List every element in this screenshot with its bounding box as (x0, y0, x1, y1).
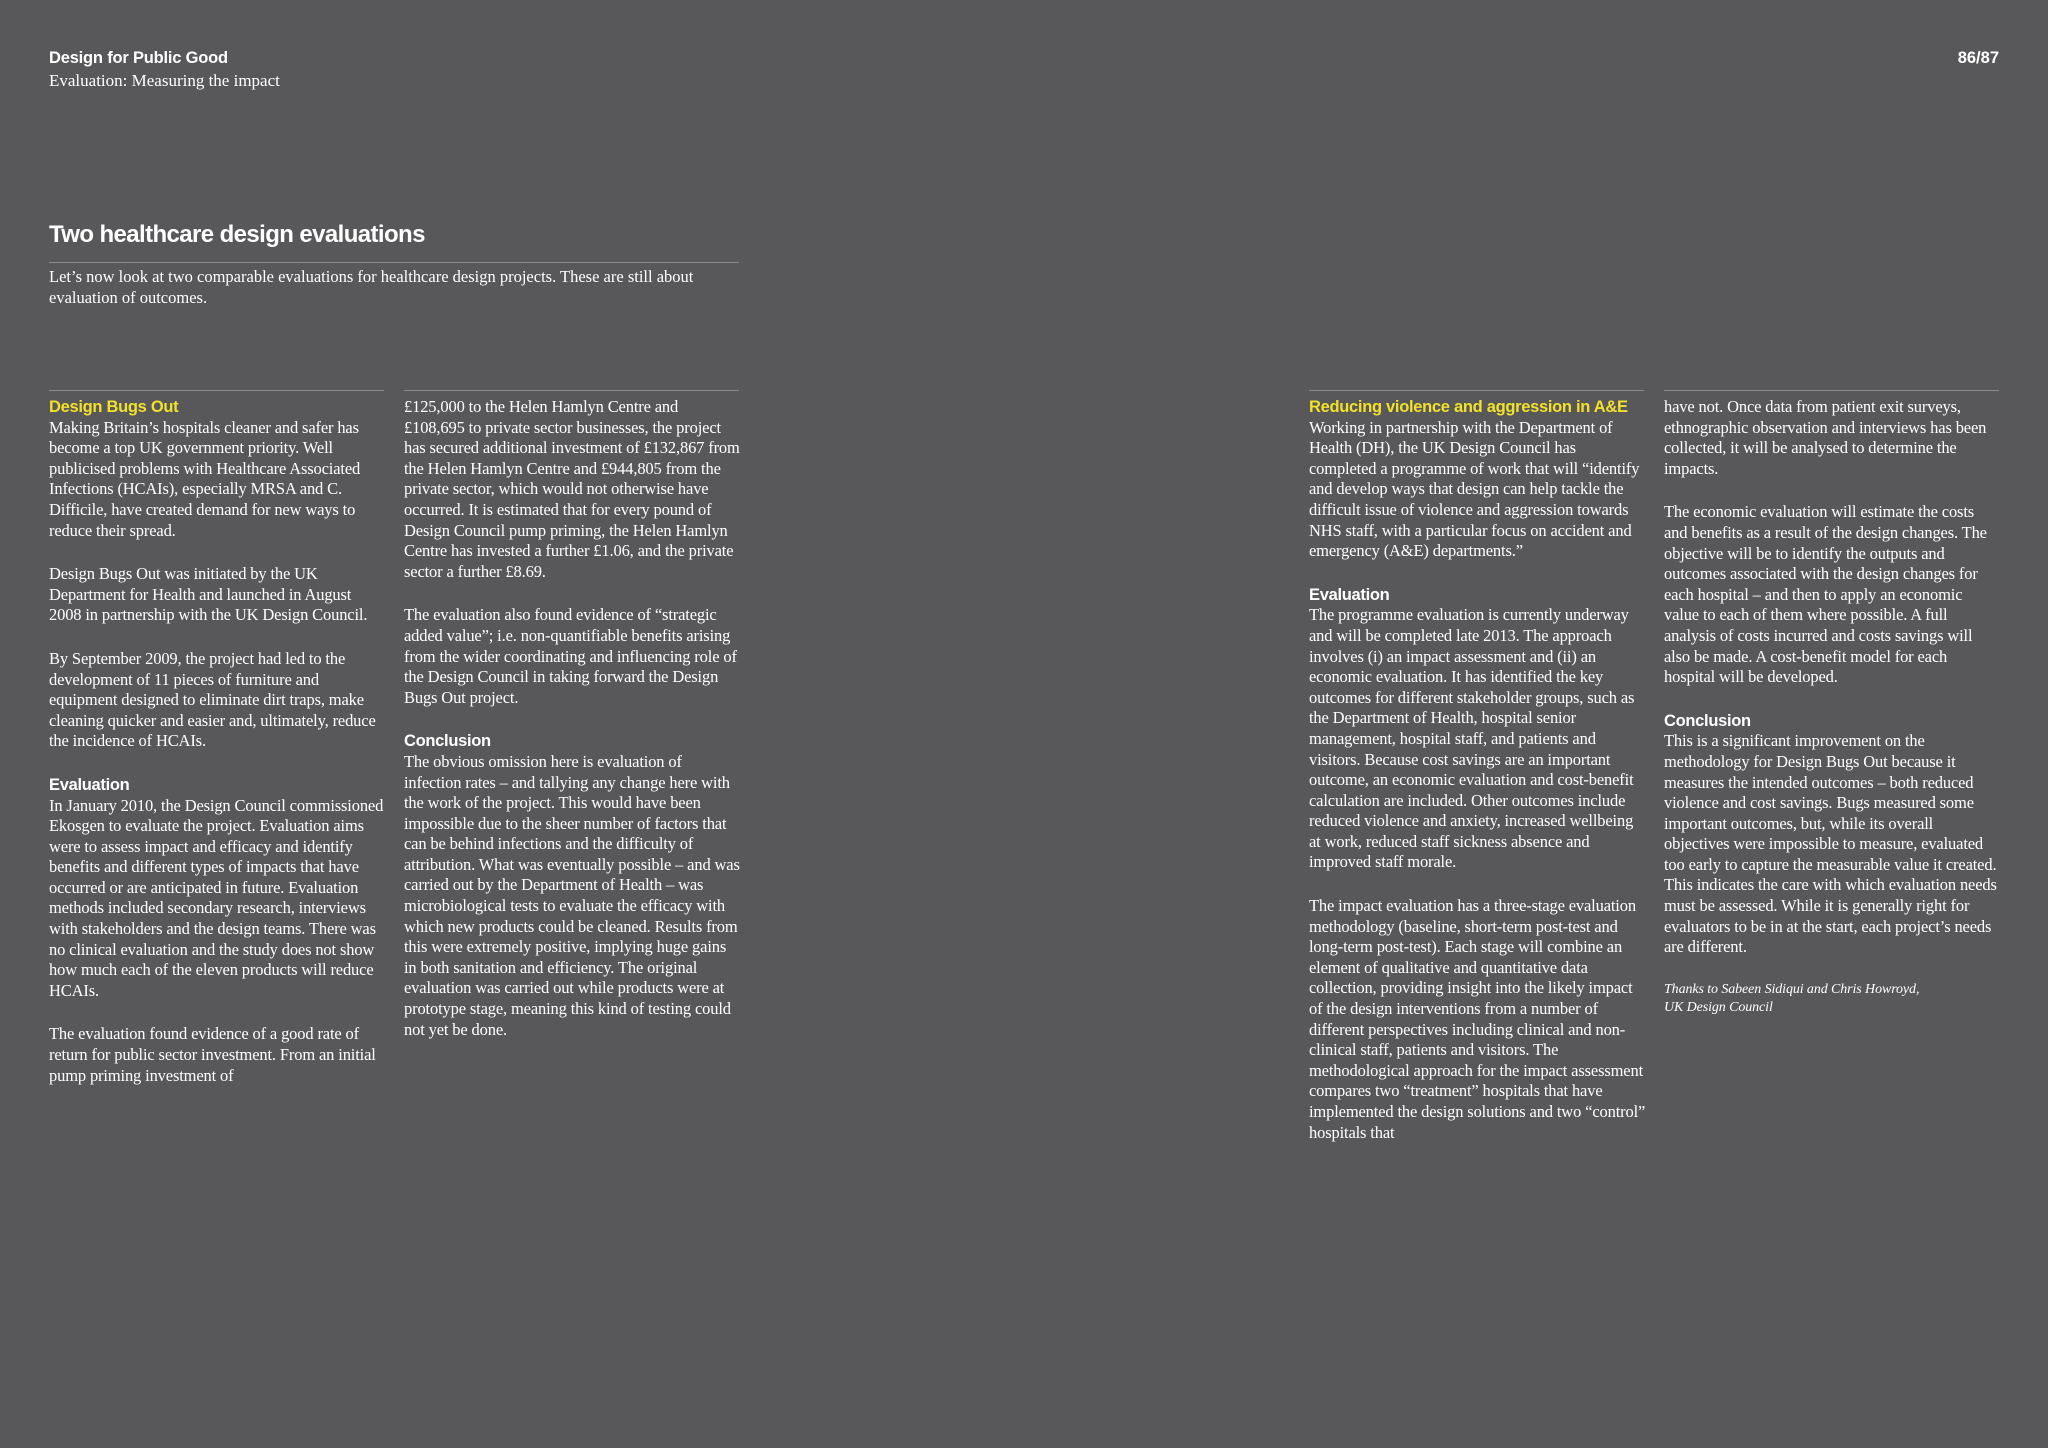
acknowledgement-line-2: UK Design Council (1664, 1000, 1773, 1016)
violence-aande-paragraph-1: Working in partnership with the Department of Health (DH), the UK Design Council has completed a programme of work that will “identify and develop ways that design can help tackle the difficult issue of violence and aggression towards NHS staff, with a particular focus on accident and emergency (A&E) departments.” (1309, 417, 1640, 561)
column-design-bugs-out-2 (404, 397, 741, 1063)
design-bugs-out-evaluation-heading: Evaluation (49, 775, 130, 794)
violence-aande-conclusion-heading: Conclusion (1664, 711, 1751, 730)
violence-aande-paragraph-5: The economic evaluation will estimate the costs and benefits as a result of the design changes. The objective will be to identify the outputs and outcomes associated with the design changes for each hospital – and then to apply an economic value to each of them where possible. A full analysis of costs incurred and costs savings will also be made. A cost-benefit model for each hospital will be developed. (1664, 502, 1987, 687)
column-violence-aande-2 (1664, 397, 2001, 1041)
section-intro: Let’s now look at two comparable evaluations for healthcare design projects. These are still about evaluation of outcomes. (49, 267, 694, 307)
violence-aande-paragraph-4: have not. Once data from patient exit surveys, ethnographic observation and interviews has been collected, it will be analysed to determine the impacts. (1664, 397, 1987, 478)
design-bugs-out-paragraph-3: By September 2009, the project had led to the development of 11 pieces of furniture and equipment designed to eliminate dirt traps, make cleaning quicker and easier and, ultimately, reduce the incidence of HCAIs. (49, 648, 376, 751)
column-divider-1 (49, 390, 384, 391)
column-violence-aande-1 (1309, 397, 1646, 1166)
violence-aande-paragraph-3: The impact evaluation has a three-stage evaluation methodology (baseline, short-term post-test and long-term post-test). Each stage will combine an element of qualitative and quantitative data collection, providing insight into the likely impact of the design interventions from a number of different perspectives including clinical and non-clinical staff, patients and visitors. The methodological approach for the impact assessment compares two “treatment” hospitals that have implemented the design solutions and two “control” hospitals that (1309, 896, 1646, 1142)
column-divider-4 (1664, 390, 1999, 391)
design-bugs-out-heading: Design Bugs Out (49, 398, 179, 416)
design-bugs-out-paragraph-1: Making Britain’s hospitals cleaner and safer has become a top UK government priority. Well publicised problems with Healthcare Associated Infections (HCAIs), especially MRSA and C. Difficile, have created demand for new ways to reduce their spread. (49, 417, 361, 540)
design-bugs-out-paragraph-4: In January 2010, the Design Council commissioned Ekosgen to evaluate the project. Evaluation aims were to assess impact and efficacy and identify benefits and different types of impacts that have occurred or are anticipated in future. Evaluation methods included secondary research, interviews with stakeholders and the design teams. There was no clinical evaluation and the study does not show how much each of the eleven products will reduce HCAIs. (49, 795, 384, 1000)
page-number: 86/87 (1957, 49, 1999, 67)
column-divider-2 (404, 390, 739, 391)
design-bugs-out-paragraph-5: The evaluation found evidence of a good rate of return for public sector investment. From an initial pump priming investment of (49, 1024, 376, 1085)
violence-aande-evaluation-heading: Evaluation (1309, 585, 1390, 604)
design-bugs-out-paragraph-8: The obvious omission here is evaluation of infection rates – and tallying any change here with the work of the project. This would have been impossible due to the sheer number of factors that can be behind infections and the difficulty of attribution. What was eventually possible – and was carried out by the Department of Health – was microbiological tests to evaluate the efficacy with which new products could be cleaned. Results from this were extremely positive, implying huge gains in both sanitation and efficiency. The original evaluation was carried out while products were at prototype stage, meaning this kind of testing could not yet be done. (404, 751, 740, 1039)
section-title: Two healthcare design evaluations (49, 221, 425, 248)
acknowledgement-line-1: Thanks to Sabeen Sidiqui and Chris Howroyd, (1664, 981, 1920, 997)
design-bugs-out-paragraph-2: Design Bugs Out was initiated by the UK Department for Health and launched in August 2008 in partnership with the UK Design Council. (49, 564, 368, 625)
design-bugs-out-paragraph-6: £125,000 to the Helen Hamlyn Centre and £108,695 to private sector businesses, the project has secured additional investment of £132,867 from the Helen Hamlyn Centre and £944,805 from the private sector, which would not otherwise have occurred. It is estimated that for every pound of Design Council pump priming, the Helen Hamlyn Centre has invested a further £1.06, and the private sector a further £8.69. (404, 397, 740, 581)
design-bugs-out-conclusion-heading: Conclusion (404, 732, 491, 751)
column-design-bugs-out-1 (49, 397, 386, 1109)
document-title: Design for Public Good (49, 49, 228, 67)
acknowledgement (1664, 981, 2001, 1018)
violence-aande-paragraph-6: This is a significant improvement on the methodology for Design Bugs Out because it measures the intended outcomes – both reduced violence and cost savings. Bugs measured some important outcomes, but, while its overall objectives were impossible to measure, evaluated too early to capture the measurable value it created. This indicates the care with which evaluation needs must be assessed. While it is generally right for evaluators to be in at the start, each project’s needs are different. (1664, 731, 1997, 957)
section-title-divider (49, 262, 739, 263)
design-bugs-out-paragraph-7: The evaluation also found evidence of “strategic added value”; i.e. non-quantifiable benefits arising from the wider coordinating and influencing role of the Design Council in taking forward the Design Bugs Out project. (404, 605, 737, 707)
violence-aande-paragraph-2: The programme evaluation is currently underway and will be completed late 2013. The approach involves (i) an impact assessment and (ii) an economic evaluation. It has identified the key outcomes for different stakeholder groups, such as the Department of Health, hospital senior management, hospital staff, and patients and visitors. Because cost savings are an important outcome, an economic evaluation and cost-benefit calculation are included. Other outcomes include reduced violence and anxiety, increased wellbeing at work, reduced staff sickness absence and improved staff morale. (1309, 605, 1635, 872)
column-divider-3 (1309, 390, 1644, 391)
violence-aande-heading: Reducing violence and aggression in A&E (1309, 398, 1628, 416)
document-subtitle: Evaluation: Measuring the impact (49, 71, 280, 90)
